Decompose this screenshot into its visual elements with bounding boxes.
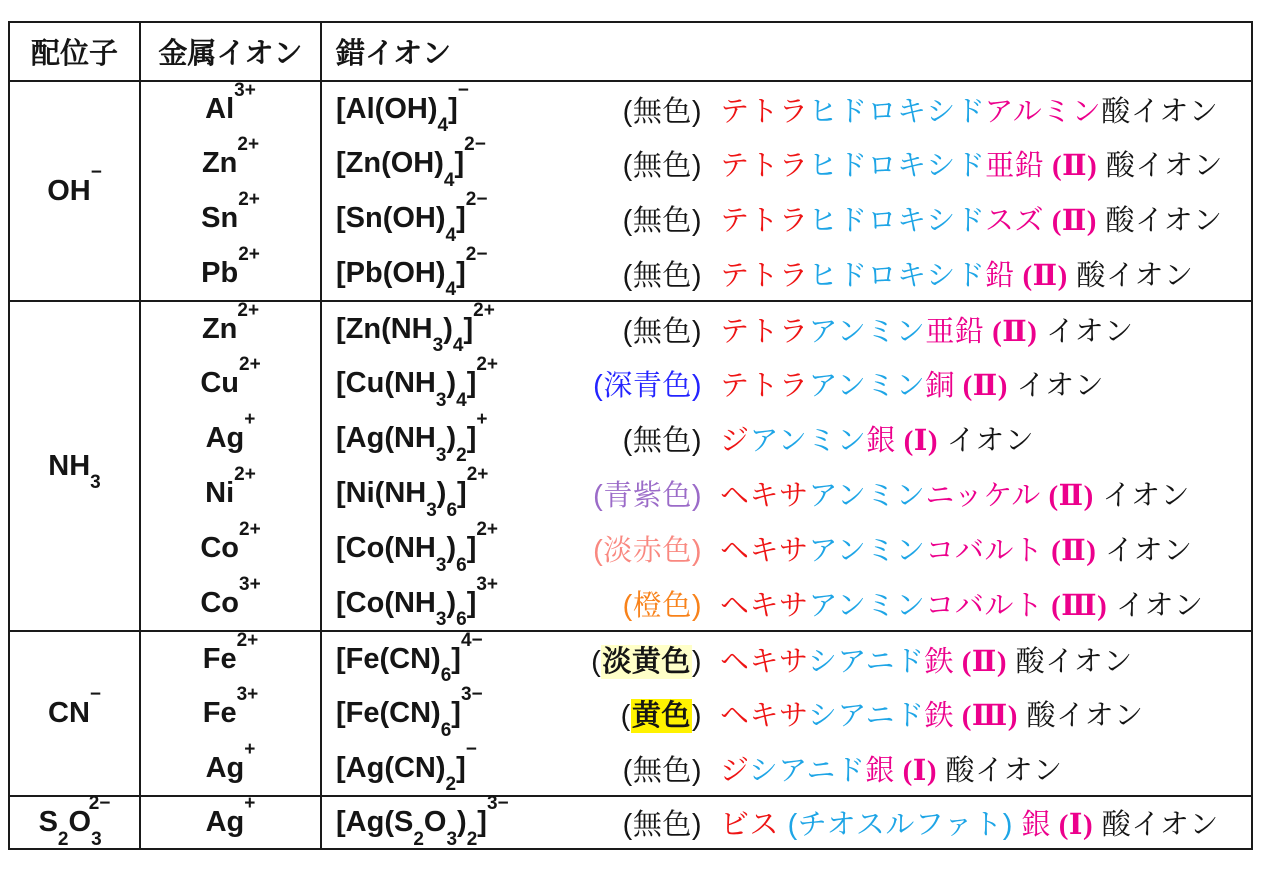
text-segment: (チオスルファト) xyxy=(779,809,1022,841)
color-state xyxy=(623,583,702,624)
text-segment: (Ⅰ) xyxy=(895,425,939,457)
text-segment: (無色) xyxy=(622,150,702,182)
text-segment: アンミン xyxy=(808,535,926,567)
ligand-cell xyxy=(9,631,140,796)
text-segment: ジ xyxy=(720,425,750,457)
text-segment: (無色) xyxy=(622,809,702,841)
text-segment: 酸イオン xyxy=(1093,809,1219,841)
text-segment: (Ⅱ) xyxy=(1040,480,1094,512)
ligand-cell xyxy=(9,793,140,850)
complex-ion-cell xyxy=(321,466,1252,521)
text-segment: 黄色 xyxy=(631,700,691,732)
metal-ion-cell xyxy=(140,738,321,796)
complex-row-layout xyxy=(336,243,1250,301)
complex-ion-cell xyxy=(321,738,1252,796)
complex-formula: $[Fe(CN)_6]^{3-}$ xyxy=(336,684,483,741)
complex-row-layout xyxy=(336,629,1250,687)
ligand-formula: $S_2O_3^{2-}$ xyxy=(38,793,111,850)
text-segment: (青紫色) xyxy=(593,480,702,512)
text-segment: ヘキサ xyxy=(720,480,809,512)
text-segment: シアニド xyxy=(807,645,925,678)
table-row xyxy=(9,576,1252,631)
table-row xyxy=(9,81,1252,136)
text-segment: アンミン xyxy=(808,589,926,622)
complex-ion-name xyxy=(702,143,1250,184)
metal-ion-cell xyxy=(140,81,321,136)
text-segment: (無色) xyxy=(622,95,702,128)
complex-formula: $[Pb(OH)_4]^{2-}$ xyxy=(336,243,488,301)
text-segment: コバルト xyxy=(925,589,1044,622)
complex-formula: $[Ag(NH_3)_2]^+$ xyxy=(336,409,488,466)
text-segment: ) xyxy=(691,700,702,732)
complex-ion-cell xyxy=(321,793,1252,850)
table-row xyxy=(9,521,1252,576)
text-segment: (Ⅰ) xyxy=(1051,809,1094,841)
metal-ion-formula: $Co^{3+}$ xyxy=(200,573,261,619)
ligand-formula: CN− xyxy=(48,684,101,729)
text-segment: ヒドロキシド xyxy=(808,150,986,182)
complex-ion-name xyxy=(702,583,1250,624)
complex-ion-cell xyxy=(321,301,1252,356)
text-segment: シアニド xyxy=(807,700,925,732)
complex-ion-cell xyxy=(321,686,1252,741)
complex-formula: $[Cu(NH_3)_4]^{2+}$ xyxy=(336,354,499,411)
text-segment: ( xyxy=(591,645,602,678)
text-segment: 淡黄色 xyxy=(602,645,691,678)
complex-ion-cell xyxy=(321,631,1252,686)
complex-ion-cell xyxy=(321,521,1252,576)
text-segment: (無色) xyxy=(622,259,702,292)
metal-ion-cell xyxy=(140,466,321,521)
text-segment: 銅 xyxy=(925,370,955,402)
text-segment: アルミン xyxy=(984,95,1102,128)
complex-row-layout xyxy=(336,738,1250,796)
complex-ion-name xyxy=(702,693,1250,734)
complex-ion-name xyxy=(702,748,1250,789)
metal-ion-formula: $Ni^{2+}$ xyxy=(205,464,256,509)
text-segment: (橙色) xyxy=(622,589,702,622)
ligand-formula: $NH_3$ xyxy=(48,449,101,494)
color-state xyxy=(623,802,702,843)
text-segment: ヘキサ xyxy=(720,535,809,567)
metal-ion-cell xyxy=(140,411,321,466)
color-state xyxy=(623,748,702,789)
text-segment: (Ⅱ) xyxy=(1043,205,1097,237)
complex-ion-name xyxy=(702,528,1250,569)
color-state xyxy=(623,309,702,350)
text-segment: 酸イオン xyxy=(1096,205,1223,237)
complex-ion-name xyxy=(702,309,1250,350)
text-segment: シアニド xyxy=(748,754,866,787)
text-segment: 銀 xyxy=(1021,809,1052,841)
metal-ion-formula: Ag+ xyxy=(205,409,256,454)
text-segment: 酸イオン xyxy=(1101,95,1219,128)
table-row xyxy=(9,356,1252,411)
text-segment: 酸イオン xyxy=(1067,259,1194,292)
color-state xyxy=(593,473,702,514)
complex-ion-cell xyxy=(321,81,1252,136)
ligand-cell xyxy=(9,301,140,631)
metal-ion-cell xyxy=(140,631,321,686)
metal-ion-cell xyxy=(140,136,321,191)
table-row xyxy=(9,631,1252,686)
text-segment: (Ⅱ) xyxy=(954,370,1008,402)
color-state xyxy=(623,143,702,184)
text-segment: 酸イオン xyxy=(937,754,1063,787)
complex-ion-table xyxy=(8,21,1253,850)
metal-ion-formula: Ag+ xyxy=(205,738,256,784)
text-segment: ) xyxy=(691,645,702,678)
text-segment: ジ xyxy=(720,754,749,787)
complex-ion-name xyxy=(702,89,1250,130)
text-segment: (Ⅱ) xyxy=(1044,150,1098,182)
complex-row-layout xyxy=(336,299,1250,357)
metal-ion-formula: $Zn^{2+}$ xyxy=(201,299,260,345)
complex-formula: $[Zn(NH_3)_4]^{2+}$ xyxy=(336,299,495,357)
text-segment: イオン xyxy=(1096,535,1193,567)
complex-formula: $[Co(NH_3)_6]^{2+}$ xyxy=(336,519,499,576)
text-segment: (Ⅲ) xyxy=(954,700,1018,732)
metal-ion-formula: $Fe^{3+}$ xyxy=(202,684,259,729)
complex-ion-name xyxy=(702,418,1250,459)
metal-ion-cell xyxy=(140,301,321,356)
complex-formula: $[Fe(CN)_6]^{4-}$ xyxy=(336,629,483,687)
metal-ion-formula: Ag+ xyxy=(205,793,256,838)
complex-row-layout xyxy=(336,409,1250,466)
complex-formula: $[Ag(CN)_2]^-$ xyxy=(336,738,477,796)
text-segment: (Ⅱ) xyxy=(1043,535,1097,567)
text-segment: アンミン xyxy=(808,370,926,402)
complex-ion-name xyxy=(702,639,1250,680)
color-state xyxy=(593,528,702,569)
metal-ion-formula: $Al^{3+}$ xyxy=(205,79,256,125)
text-segment: ヘキサ xyxy=(720,645,808,678)
table-row xyxy=(9,796,1252,849)
text-segment: 鉄 xyxy=(924,700,954,732)
text-segment: アンミン xyxy=(808,480,926,512)
text-segment: 酸イオン xyxy=(1097,150,1223,182)
complex-formula: $[Ag(S_2O_3)_2]^{3-}$ xyxy=(336,793,509,850)
color-state xyxy=(623,253,702,294)
metal-ion-cell xyxy=(140,243,321,301)
complex-row-layout xyxy=(336,684,1250,741)
table-row xyxy=(9,136,1252,191)
metal-ion-formula: $Sn^{2+}$ xyxy=(201,189,260,234)
text-segment: ヒドロキシド xyxy=(808,95,985,128)
text-segment: (深青色) xyxy=(593,370,702,402)
metal-ion-formula: $Cu^{2+}$ xyxy=(200,354,261,399)
complex-ion-cell xyxy=(321,411,1252,466)
text-segment: 酸イオン xyxy=(1007,645,1133,678)
text-segment: イオン xyxy=(938,425,1035,457)
text-segment: 亜鉛 xyxy=(985,150,1045,182)
ligand-cell xyxy=(9,81,140,301)
complex-row-layout xyxy=(336,573,1250,631)
text-segment: イオン xyxy=(1093,480,1190,512)
header-row xyxy=(9,22,1252,81)
complex-ion-cell xyxy=(321,136,1252,191)
complex-row-layout xyxy=(336,189,1250,246)
complex-row-layout xyxy=(336,79,1250,137)
complex-formula: $[Zn(OH)_4]^{2-}$ xyxy=(336,134,486,191)
color-state xyxy=(623,89,702,130)
table-row xyxy=(9,741,1252,796)
text-segment: テトラ xyxy=(720,315,809,348)
complex-ion-cell xyxy=(321,191,1252,246)
text-segment: (無色) xyxy=(622,425,702,457)
complex-formula: $[Ni(NH_3)_6]^{2+}$ xyxy=(336,464,489,521)
metal-ion-cell xyxy=(140,793,321,849)
text-segment: 銀 xyxy=(865,754,895,787)
metal-ion-cell xyxy=(140,191,321,246)
metal-ion-cell xyxy=(140,573,321,631)
complex-row-layout xyxy=(336,793,1250,850)
complex-row-layout xyxy=(336,464,1250,521)
text-segment: イオン xyxy=(1007,370,1105,402)
table-row xyxy=(9,191,1252,246)
column-header-ligand: 配位子 xyxy=(9,22,140,81)
text-segment: (Ⅱ) xyxy=(984,315,1038,348)
complex-row-layout xyxy=(336,519,1250,576)
text-segment: ヘキサ xyxy=(720,589,809,622)
color-state xyxy=(621,693,702,734)
table-row xyxy=(9,411,1252,466)
text-segment: (Ⅱ) xyxy=(954,645,1008,678)
text-segment: イオン xyxy=(1107,589,1204,622)
table-row xyxy=(9,246,1252,301)
color-state xyxy=(623,418,702,459)
complex-ion-cell xyxy=(321,243,1252,301)
column-header-metal-ion: 金属イオン xyxy=(140,22,321,81)
text-segment: 鉄 xyxy=(924,645,954,678)
table-row xyxy=(9,686,1252,741)
metal-ion-cell xyxy=(140,356,321,411)
text-segment: イオン xyxy=(1037,315,1134,348)
table-row xyxy=(9,301,1252,356)
text-segment: (Ⅱ) xyxy=(1014,259,1068,292)
complex-ion-name xyxy=(702,363,1250,404)
table-row xyxy=(9,466,1252,521)
metal-ion-formula: $Zn^{2+}$ xyxy=(201,134,260,179)
text-segment: 鉛 xyxy=(985,259,1015,292)
text-segment: 銀 xyxy=(866,425,896,457)
complex-ion-name xyxy=(702,802,1250,843)
text-segment: アンミン xyxy=(749,425,867,457)
metal-ion-cell xyxy=(140,521,321,576)
text-segment: テトラ xyxy=(720,370,809,402)
text-segment: ヒドロキシド xyxy=(808,205,985,237)
text-segment: テトラ xyxy=(720,259,809,292)
text-segment: ヘキサ xyxy=(720,700,808,732)
column-header-complex-ion: 錯イオン xyxy=(321,22,1252,81)
complex-ion-name xyxy=(702,198,1250,239)
text-segment: (淡赤色) xyxy=(593,535,702,567)
text-segment: 亜鉛 xyxy=(925,315,985,348)
text-segment: ヒドロキシド xyxy=(808,259,986,292)
metal-ion-formula: $Co^{2+}$ xyxy=(200,519,261,564)
text-segment: コバルト xyxy=(925,535,1044,567)
complex-ion-cell xyxy=(321,573,1252,631)
complex-ion-name xyxy=(702,473,1250,514)
table-body xyxy=(9,81,1252,849)
text-segment: スズ xyxy=(984,205,1044,237)
text-segment: ( xyxy=(620,700,631,732)
complex-row-layout xyxy=(336,134,1250,191)
complex-formula: $[Co(NH_3)_6]^{3+}$ xyxy=(336,573,499,631)
text-segment: ビス xyxy=(720,809,780,841)
text-segment: テトラ xyxy=(720,205,809,237)
metal-ion-formula: $Fe^{2+}$ xyxy=(202,629,259,675)
text-segment: 酸イオン xyxy=(1017,700,1144,732)
text-segment: (Ⅲ) xyxy=(1043,589,1108,622)
text-segment: (Ⅰ) xyxy=(894,754,937,787)
metal-ion-formula: $Pb^{2+}$ xyxy=(201,243,260,289)
color-state xyxy=(623,198,702,239)
ligand-formula: OH− xyxy=(47,161,102,207)
text-segment: (無色) xyxy=(622,315,702,348)
text-segment: テトラ xyxy=(720,150,809,182)
complex-formula: $[Sn(OH)_4]^{2-}$ xyxy=(336,189,488,246)
text-segment: アンミン xyxy=(808,315,926,348)
text-segment: (無色) xyxy=(622,754,702,787)
metal-ion-cell xyxy=(140,686,321,741)
complex-row-layout xyxy=(336,354,1250,411)
color-state xyxy=(593,363,702,404)
color-state xyxy=(591,639,702,680)
complex-ion-name xyxy=(702,253,1250,294)
text-segment: ニッケル xyxy=(925,480,1041,512)
text-segment: テトラ xyxy=(720,95,809,128)
complex-ion-cell xyxy=(321,356,1252,411)
complex-formula: $[Al(OH)_4]^-$ xyxy=(336,79,469,137)
text-segment: (無色) xyxy=(622,205,702,237)
